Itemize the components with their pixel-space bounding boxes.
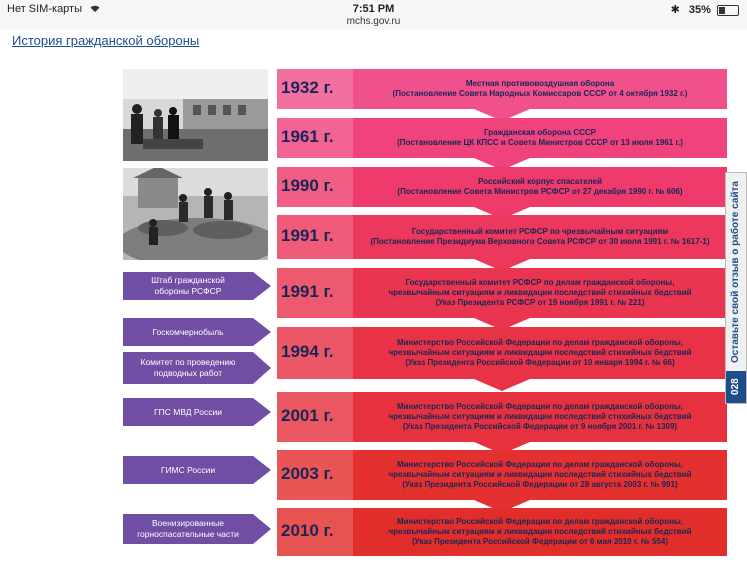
- timeline-title: Государственный комитет РСФСР по делам гражданской обороны,: [405, 278, 675, 287]
- timeline-description: [359, 402, 721, 432]
- timeline-description: [359, 517, 721, 547]
- side-label-gims: [123, 456, 253, 484]
- timeline-subline: чрезвычайным ситуациям и ликвидации последствий стихийных бедствий: [388, 470, 692, 479]
- timeline-subline: (Указ Президента Российской Федерации от 28 августа 2003 г. № 991): [402, 480, 678, 489]
- timeline-subline: (Постановление Совета Народных Комиссаров СССР от 4 октября 1932 г.): [392, 89, 688, 98]
- page-title[interactable]: История гражданской обороны: [12, 33, 200, 48]
- battery-percent: 35%: [688, 4, 711, 16]
- side-arrow-tip: [253, 514, 271, 544]
- timeline-year: 1932 г.: [281, 78, 334, 97]
- timeline-year: 1991 г.: [281, 282, 334, 301]
- timeline-title: Министерство Российской Федерации по делам гражданской обороны,: [396, 517, 684, 526]
- carrier-text: Нет SIM-карты: [7, 3, 83, 15]
- timeline-description: [359, 460, 721, 490]
- timeline-year: 1991 г.: [281, 226, 334, 245]
- side-arrow-tip: [253, 398, 271, 426]
- historical-photo-1: [123, 69, 268, 161]
- side-label-underwater-works: [123, 352, 253, 384]
- battery-indicator: [671, 3, 739, 16]
- timeline-title: Государственный комитет РСФСР по чрезвычайным ситуациям: [411, 227, 669, 236]
- timeline-subline: (Указ Президента Российской Федерации от 10 января 1994 г. № 66): [405, 358, 675, 367]
- timeline-year: 1994 г.: [281, 342, 334, 361]
- side-label-text: Госкомчернобыль: [152, 326, 224, 337]
- side-label-mine-rescue: [123, 514, 253, 544]
- status-bar: [0, 0, 747, 30]
- historical-photo-2: [123, 168, 268, 260]
- timeline-description: [359, 128, 721, 148]
- timeline-subline: чрезвычайным ситуациям и ликвидации последствий стихийных бедствий: [388, 288, 692, 297]
- battery-level: [719, 7, 725, 14]
- side-label-civil-defense-hq: [123, 272, 253, 300]
- timeline-item: [277, 508, 727, 568]
- timeline-description: [359, 79, 721, 99]
- timeline-item: [277, 327, 727, 391]
- timeline-title: Местная противовоздушная оборона: [465, 79, 615, 88]
- timeline-subline: чрезвычайным ситуациям и ликвидации последствий стихийных бедствий: [388, 348, 692, 357]
- feedback-tab[interactable]: [725, 172, 747, 404]
- side-label-gps-mvd: [123, 398, 253, 426]
- url-label[interactable]: mchs.gov.ru: [346, 16, 401, 27]
- timeline-subline: чрезвычайным ситуациям и ликвидации последствий стихийных бедствий: [388, 412, 692, 421]
- side-label-text: Военизированные горноспасательные части: [137, 518, 239, 539]
- side-label-text: Штаб гражданской обороны РСФСР: [151, 275, 225, 296]
- timeline-title: Гражданская оборона СССР: [483, 128, 597, 137]
- timeline-subline: (Указ Президента Российской Федерации от 6 мая 2010 г. № 554): [412, 537, 668, 546]
- timeline-year: 1961 г.: [281, 127, 334, 146]
- timeline-description: [359, 278, 721, 308]
- timeline-description: [359, 338, 721, 368]
- side-label-text: ГИМС России: [160, 464, 216, 475]
- timeline-year: 2001 г.: [281, 406, 334, 425]
- battery-icon: [717, 5, 739, 16]
- bluetooth-icon: ✱: [670, 4, 680, 16]
- timeline-subline: чрезвычайным ситуациям и ликвидации последствий стихийных бедствий: [388, 527, 692, 536]
- timeline-item: [277, 167, 727, 219]
- feedback-number[interactable]: 028: [726, 371, 746, 403]
- side-arrow-tip: [253, 456, 271, 484]
- timeline-year: 1990 г.: [281, 176, 334, 195]
- timeline-subline: (Постановление ЦК КПСС и Совета Министров СССР от 13 июля 1961 г.): [397, 138, 683, 147]
- timeline-item: [277, 69, 727, 121]
- side-arrow-tip: [253, 272, 271, 300]
- timeline-title: Министерство Российской Федерации по делам гражданской обороны,: [396, 402, 684, 411]
- timeline-item: [277, 118, 727, 170]
- timeline-title: Министерство Российской Федерации по делам гражданской обороны,: [396, 338, 684, 347]
- side-arrow-tip: [253, 318, 271, 346]
- clock: 7:51 PM: [352, 3, 395, 15]
- timeline-subline: (Указ Президента Российской Федерации от 9 ноября 2001 г. № 1309): [402, 422, 678, 431]
- timeline-subline: (Указ Президента РСФСР от 19 ноября 1991 г. № 221): [435, 298, 645, 307]
- timeline-subline: (Постановление Совета Министров РСФСР от 27 декабря 1990 г. № 606): [397, 187, 683, 196]
- side-label-goskomchernobyl: [123, 318, 253, 346]
- timeline-year: 2003 г.: [281, 464, 334, 483]
- timeline-title: Российский корпус спасателей: [477, 177, 603, 186]
- side-label-text: ГПС МВД России: [154, 406, 222, 417]
- timeline-item: [277, 450, 727, 512]
- side-arrow-tip: [253, 352, 271, 384]
- side-label-text: Комитет по проведению подводных работ: [140, 357, 236, 378]
- timeline-item: [277, 268, 727, 330]
- timeline-year: 2010 г.: [281, 521, 334, 540]
- timeline-subline: (Постановление Президиума Верховного Совета РСФСР от 30 июля 1991 г. № 1617-1): [370, 237, 710, 246]
- timeline-item: [277, 392, 727, 454]
- timeline-title: Министерство Российской Федерации по делам гражданской обороны,: [396, 460, 684, 469]
- timeline-item: [277, 215, 727, 271]
- feedback-label[interactable]: Оставьте свой отзыв о работе сайта: [730, 181, 741, 363]
- timeline-description: [359, 177, 721, 197]
- timeline-description: [359, 227, 721, 247]
